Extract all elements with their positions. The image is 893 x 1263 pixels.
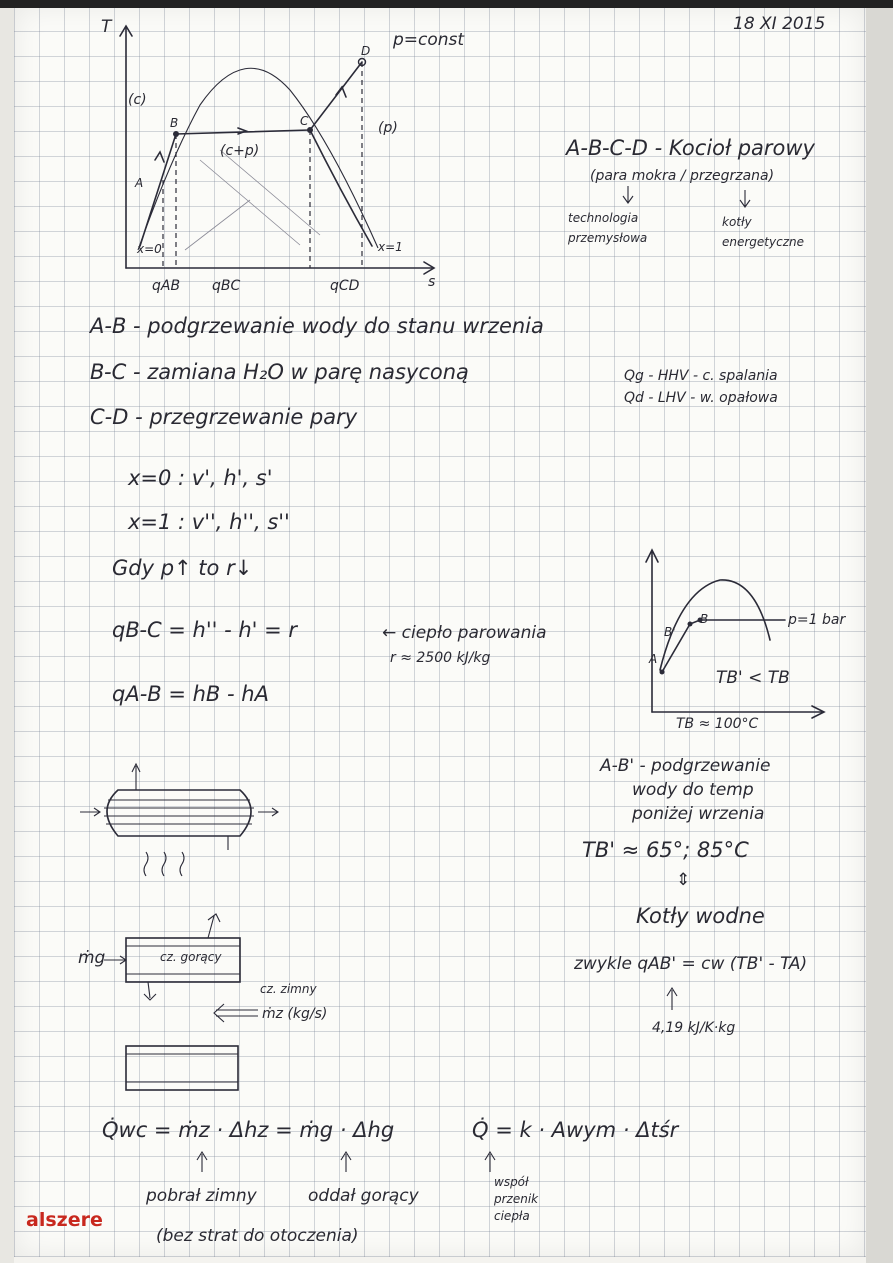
point-d-label: D [361, 44, 371, 58]
region-p-label: (p) [378, 120, 398, 136]
pressure-label: p=const [393, 30, 465, 50]
legend-industry: technologia przemysłowa [568, 211, 648, 245]
point-b-label: B [170, 116, 179, 130]
pressure-rule: Gdy p↑ to r↓ [112, 556, 253, 580]
t-axis-label: T [101, 17, 112, 37]
water-line-2: wody do temp [632, 780, 754, 800]
hot-fluid-label: cz. gorący [160, 950, 222, 964]
x1-label: x=1 [378, 240, 403, 254]
no-loss-note: (bez strat do otoczenia) [156, 1226, 359, 1246]
step-bc: B-C - zamiana H₂O w parę nasyconą [90, 360, 469, 384]
formula-qab: qA-B = hB - hA [112, 682, 269, 706]
lhv-line: Qd - LHV - w. opałowa [624, 390, 778, 406]
k-label: współ przenik ciepła [494, 1175, 539, 1223]
legend-energy: kotły energetyczne [722, 215, 804, 249]
legend-title: A-B-C-D - Kocioł parowy [566, 136, 815, 160]
water-temps: TB' ≈ 65°; 85°C [582, 838, 749, 862]
date: 18 XI 2015 [733, 14, 826, 34]
step-cd: C-D - przegrzewanie pary [90, 405, 358, 429]
formula-qbc-note: ← ciepło parowania [382, 623, 547, 643]
cold-fluid-label: cz. zimny [260, 982, 317, 996]
legend-subtitle: (para mokra / przegrzana) [590, 168, 775, 184]
region-c-label: (c) [128, 92, 147, 108]
label-cold-received: pobrał zimny [146, 1186, 257, 1206]
state-x0: x=0 : v', h', s' [128, 466, 273, 490]
temp-inequality: TB' < TB [716, 668, 790, 688]
small-point-b-prime: B' [664, 625, 676, 639]
q-bc-label: qBC [212, 278, 241, 294]
tb-value: TB ≈ 100°C [676, 716, 759, 732]
small-pressure: p=1 bar [788, 612, 846, 628]
hhv-line: Qg - HHV - c. spalania [624, 368, 778, 384]
r-value: r ≈ 2500 kJ/kg [390, 650, 491, 666]
small-point-a: A [649, 652, 658, 666]
region-cp-label: (c+p) [220, 143, 260, 159]
x0-label: x=0 [137, 242, 162, 256]
q-cd-label: qCD [330, 278, 360, 294]
balance-equation: Q̇wc = ṁz · Δhz = ṁg · Δhg [102, 1118, 395, 1142]
small-point-b: B [700, 612, 709, 626]
q-equation: Q̇ = k · Awym · Δtśr [472, 1118, 679, 1142]
q-ab-label: qAB [152, 278, 181, 294]
mz-label: ṁz (kg/s) [262, 1006, 328, 1022]
step-ab: A-B - podgrzewanie wody do stanu wrzenia [90, 314, 544, 338]
watermark-logo: alszere [26, 1209, 103, 1231]
formula-qbc: qB-C = h'' - h' = r [112, 618, 298, 642]
mg-label: ṁg [78, 948, 106, 968]
cw-value: 4,19 kJ/K·kg [652, 1020, 736, 1036]
label-hot-given: oddał gorący [308, 1186, 419, 1206]
point-a-label: A [135, 176, 144, 190]
double-arrow-icon: ⇕ [676, 870, 691, 890]
water-boiler-title: Kotły wodne [636, 904, 765, 928]
point-c-label: C [300, 114, 309, 128]
water-line-1: A-B' - podgrzewanie [600, 756, 771, 776]
water-formula: zwykle qAB' = cw (TB' - TA) [574, 954, 808, 974]
water-line-3: poniżej wrzenia [632, 804, 765, 824]
state-x1: x=1 : v'', h'', s'' [128, 510, 290, 534]
s-axis-label: s [428, 274, 436, 290]
